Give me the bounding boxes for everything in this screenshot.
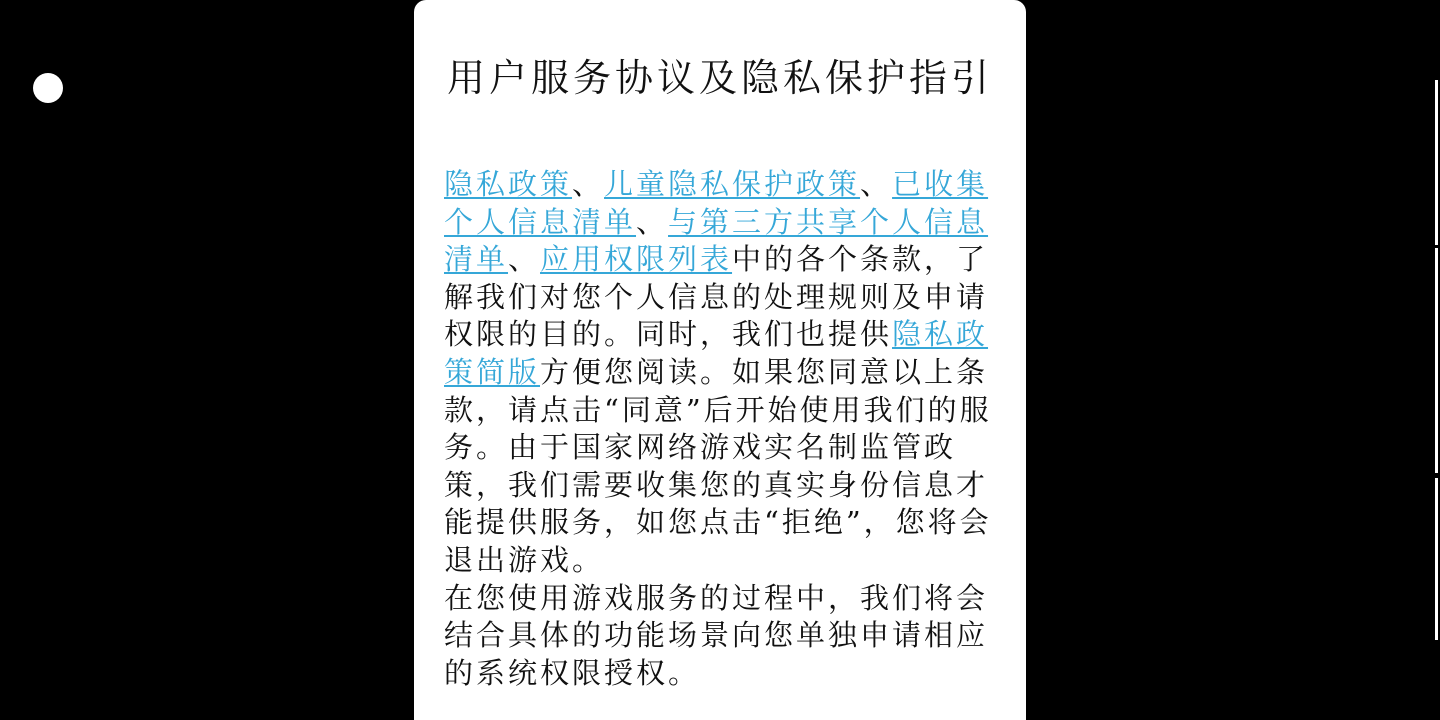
consent-text: 方便您阅读。如果您同意以上条款，请点击“同意”后开始使用我们的服务。由于国家网络游戏实名制监管政策，我们需要收集您的真实身份信息才能提供服务，如您点击“拒绝”，您将会退出游戏。 — [444, 354, 992, 577]
app-permission-list-link[interactable]: 应用权限列表 — [540, 242, 733, 277]
agreement-paragraph-1 — [444, 166, 992, 580]
rail-segment — [1435, 80, 1438, 245]
privacy-agreement-dialog — [414, 0, 1026, 720]
agreement-paragraph-2: 在您使用游戏服务的过程中，我们将会结合具体的功能场景向您单独申请相应的系统权限授权。 — [444, 580, 989, 690]
child-privacy-policy-link[interactable]: 儿童隐私保护政策 — [604, 167, 861, 201]
separator: 、 — [860, 167, 893, 201]
floating-assistant-button[interactable] — [33, 73, 63, 103]
separator: 、 — [636, 204, 669, 239]
right-edge-rail — [1432, 0, 1440, 720]
rail-segment — [1435, 478, 1438, 640]
agreement-body — [444, 166, 992, 692]
third-party-share-list-link[interactable]: 与第三方共享个人信息清单 — [444, 204, 989, 277]
clauses-intro-text: 中的各个条款，了解我们对您个人信息的处理规则及申请权限的目的。同时，我们也提供 — [444, 242, 989, 352]
separator: 、 — [572, 167, 605, 201]
collected-info-list-link[interactable]: 已收集个人信息清单 — [444, 167, 989, 239]
dialog-title: 用户服务协议及隐私保护指引 — [446, 56, 993, 100]
separator: 、 — [508, 242, 541, 277]
agreement-scroll-area[interactable] — [444, 167, 996, 720]
privacy-summary-link[interactable]: 隐私政策简版 — [444, 317, 989, 389]
privacy-policy-link[interactable]: 隐私政策 — [444, 167, 573, 201]
rail-segment — [1435, 248, 1438, 473]
